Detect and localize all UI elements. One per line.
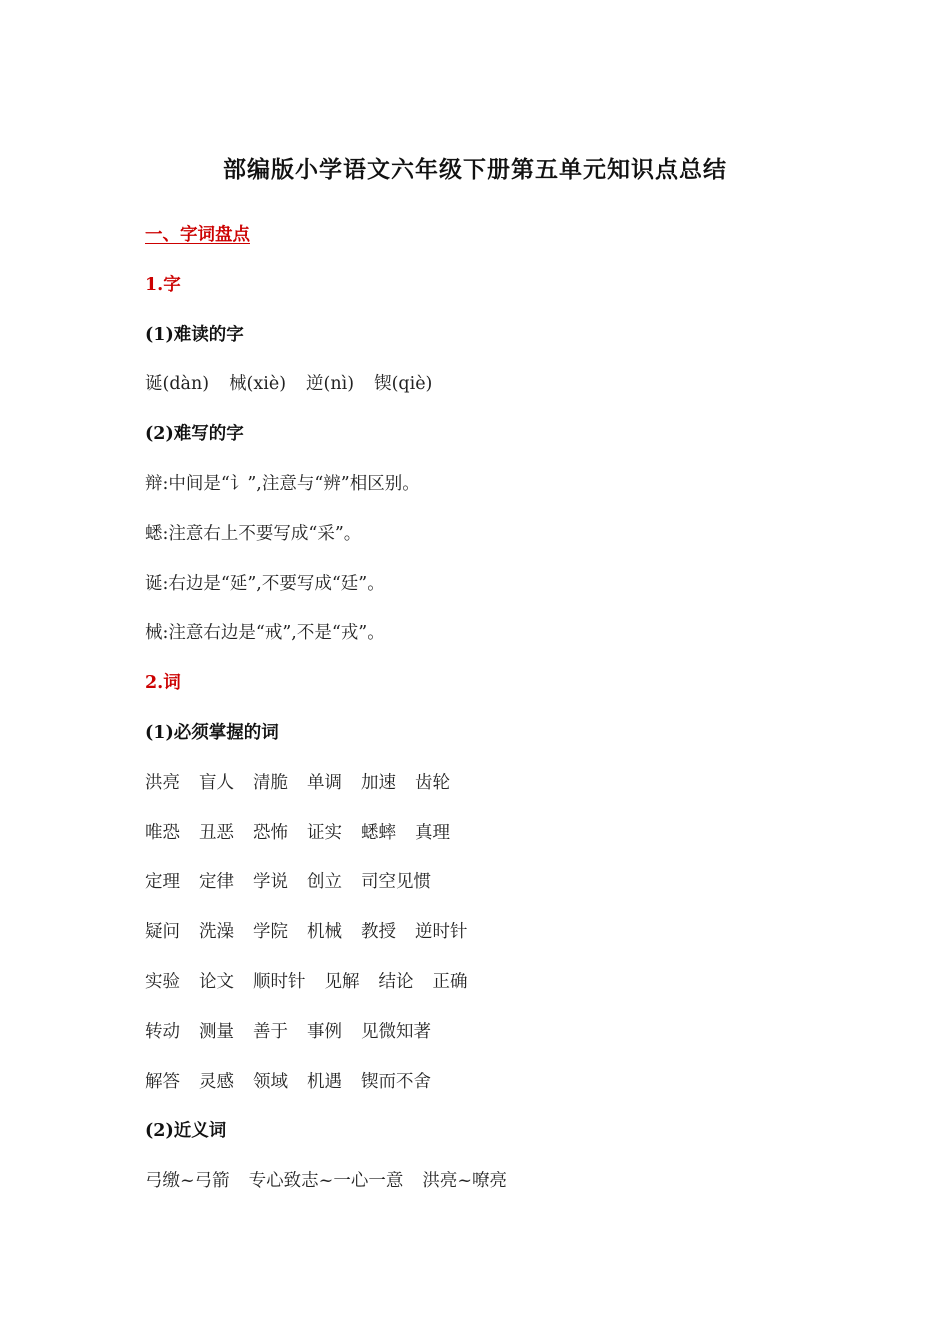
- heading-synonyms: (2)近义词: [145, 1121, 227, 1142]
- word-row: [145, 867, 845, 917]
- hard-to-write-note: 蟋:注意右上不要写成“采”。: [145, 523, 362, 544]
- word-item: 定律: [199, 872, 234, 893]
- heading-hard-to-write: (2)难写的字: [145, 424, 244, 445]
- word-item: 善于: [253, 1021, 288, 1042]
- synonym-pair: 弓缴~弓箭: [145, 1171, 230, 1192]
- word-item: 灵感: [199, 1071, 234, 1092]
- document-body: [145, 220, 845, 1216]
- word-item: 机械: [307, 922, 342, 943]
- word-row: [145, 917, 845, 967]
- word-item: 定理: [145, 872, 180, 893]
- page-title: 部编版小学语文六年级下册第五单元知识点总结: [223, 156, 727, 183]
- subheading-characters: 1.字: [145, 274, 181, 295]
- synonym-pair: 洪亮~嘹亮: [422, 1171, 508, 1192]
- word-item: 恐怖: [253, 822, 288, 843]
- word-item: 盲人: [199, 772, 234, 793]
- word-item: 顺时针: [253, 971, 306, 992]
- heading-must-master: (1)必须掌握的词: [145, 722, 279, 743]
- word-item: 真理: [415, 822, 450, 843]
- word-item: 见微知著: [361, 1021, 431, 1042]
- word-item: 见解: [324, 971, 360, 992]
- word-item: 正确: [432, 971, 468, 992]
- pinyin-item: 逆(nì): [306, 374, 355, 395]
- pinyin-item: 械(xiè): [229, 374, 287, 395]
- hard-to-read-list: [145, 369, 845, 419]
- word-item: 蟋蟀: [361, 822, 396, 843]
- subheading-words: 2.词: [145, 673, 181, 694]
- hard-to-write-note: 辩:中间是“讠”,注意与“辨”相区别。: [145, 473, 420, 494]
- word-item: 洗澡: [199, 922, 234, 943]
- word-item: 加速: [361, 772, 396, 793]
- word-item: 解答: [145, 1071, 180, 1092]
- heading-hard-to-read: (1)难读的字: [145, 324, 244, 345]
- word-item: 清脆: [253, 772, 288, 793]
- synonym-row: [145, 1166, 845, 1216]
- word-item: 单调: [307, 772, 342, 793]
- word-item: 疑问: [145, 922, 180, 943]
- pinyin-item: 锲(qiè): [374, 374, 433, 395]
- word-item: 洪亮: [145, 772, 180, 793]
- hard-to-write-note: 诞:右边是“延”,不要写成“廷”。: [145, 573, 385, 594]
- word-item: 司空见惯: [361, 872, 431, 893]
- word-row: [145, 1017, 845, 1067]
- word-item: 丑恶: [199, 822, 234, 843]
- word-item: 唯恐: [145, 822, 180, 843]
- word-item: 论文: [199, 971, 234, 992]
- word-item: 测量: [199, 1021, 234, 1042]
- word-item: 结论: [378, 971, 414, 992]
- word-item: 学说: [253, 872, 288, 893]
- word-item: 领域: [253, 1071, 288, 1092]
- word-row: [145, 967, 845, 1017]
- word-item: 实验: [145, 971, 180, 992]
- word-row: [145, 768, 845, 818]
- synonym-pair: 专心致志~一心一意: [248, 1171, 404, 1192]
- word-row: [145, 818, 845, 868]
- word-item: 锲而不舍: [361, 1071, 431, 1092]
- word-item: 转动: [145, 1021, 180, 1042]
- word-item: 教授: [361, 922, 396, 943]
- word-item: 创立: [307, 872, 342, 893]
- word-item: 证实: [307, 822, 342, 843]
- word-item: 齿轮: [415, 772, 450, 793]
- word-item: 逆时针: [415, 922, 468, 943]
- hard-to-write-note: 械:注意右边是“戒”,不是“戎”。: [145, 623, 385, 644]
- word-item: 事例: [307, 1021, 342, 1042]
- section-heading-word-review: 一、字词盘点: [145, 225, 250, 245]
- pinyin-item: 诞(dàn): [145, 374, 210, 395]
- word-row: [145, 1067, 845, 1117]
- word-item: 机遇: [307, 1071, 342, 1092]
- word-item: 学院: [253, 922, 288, 943]
